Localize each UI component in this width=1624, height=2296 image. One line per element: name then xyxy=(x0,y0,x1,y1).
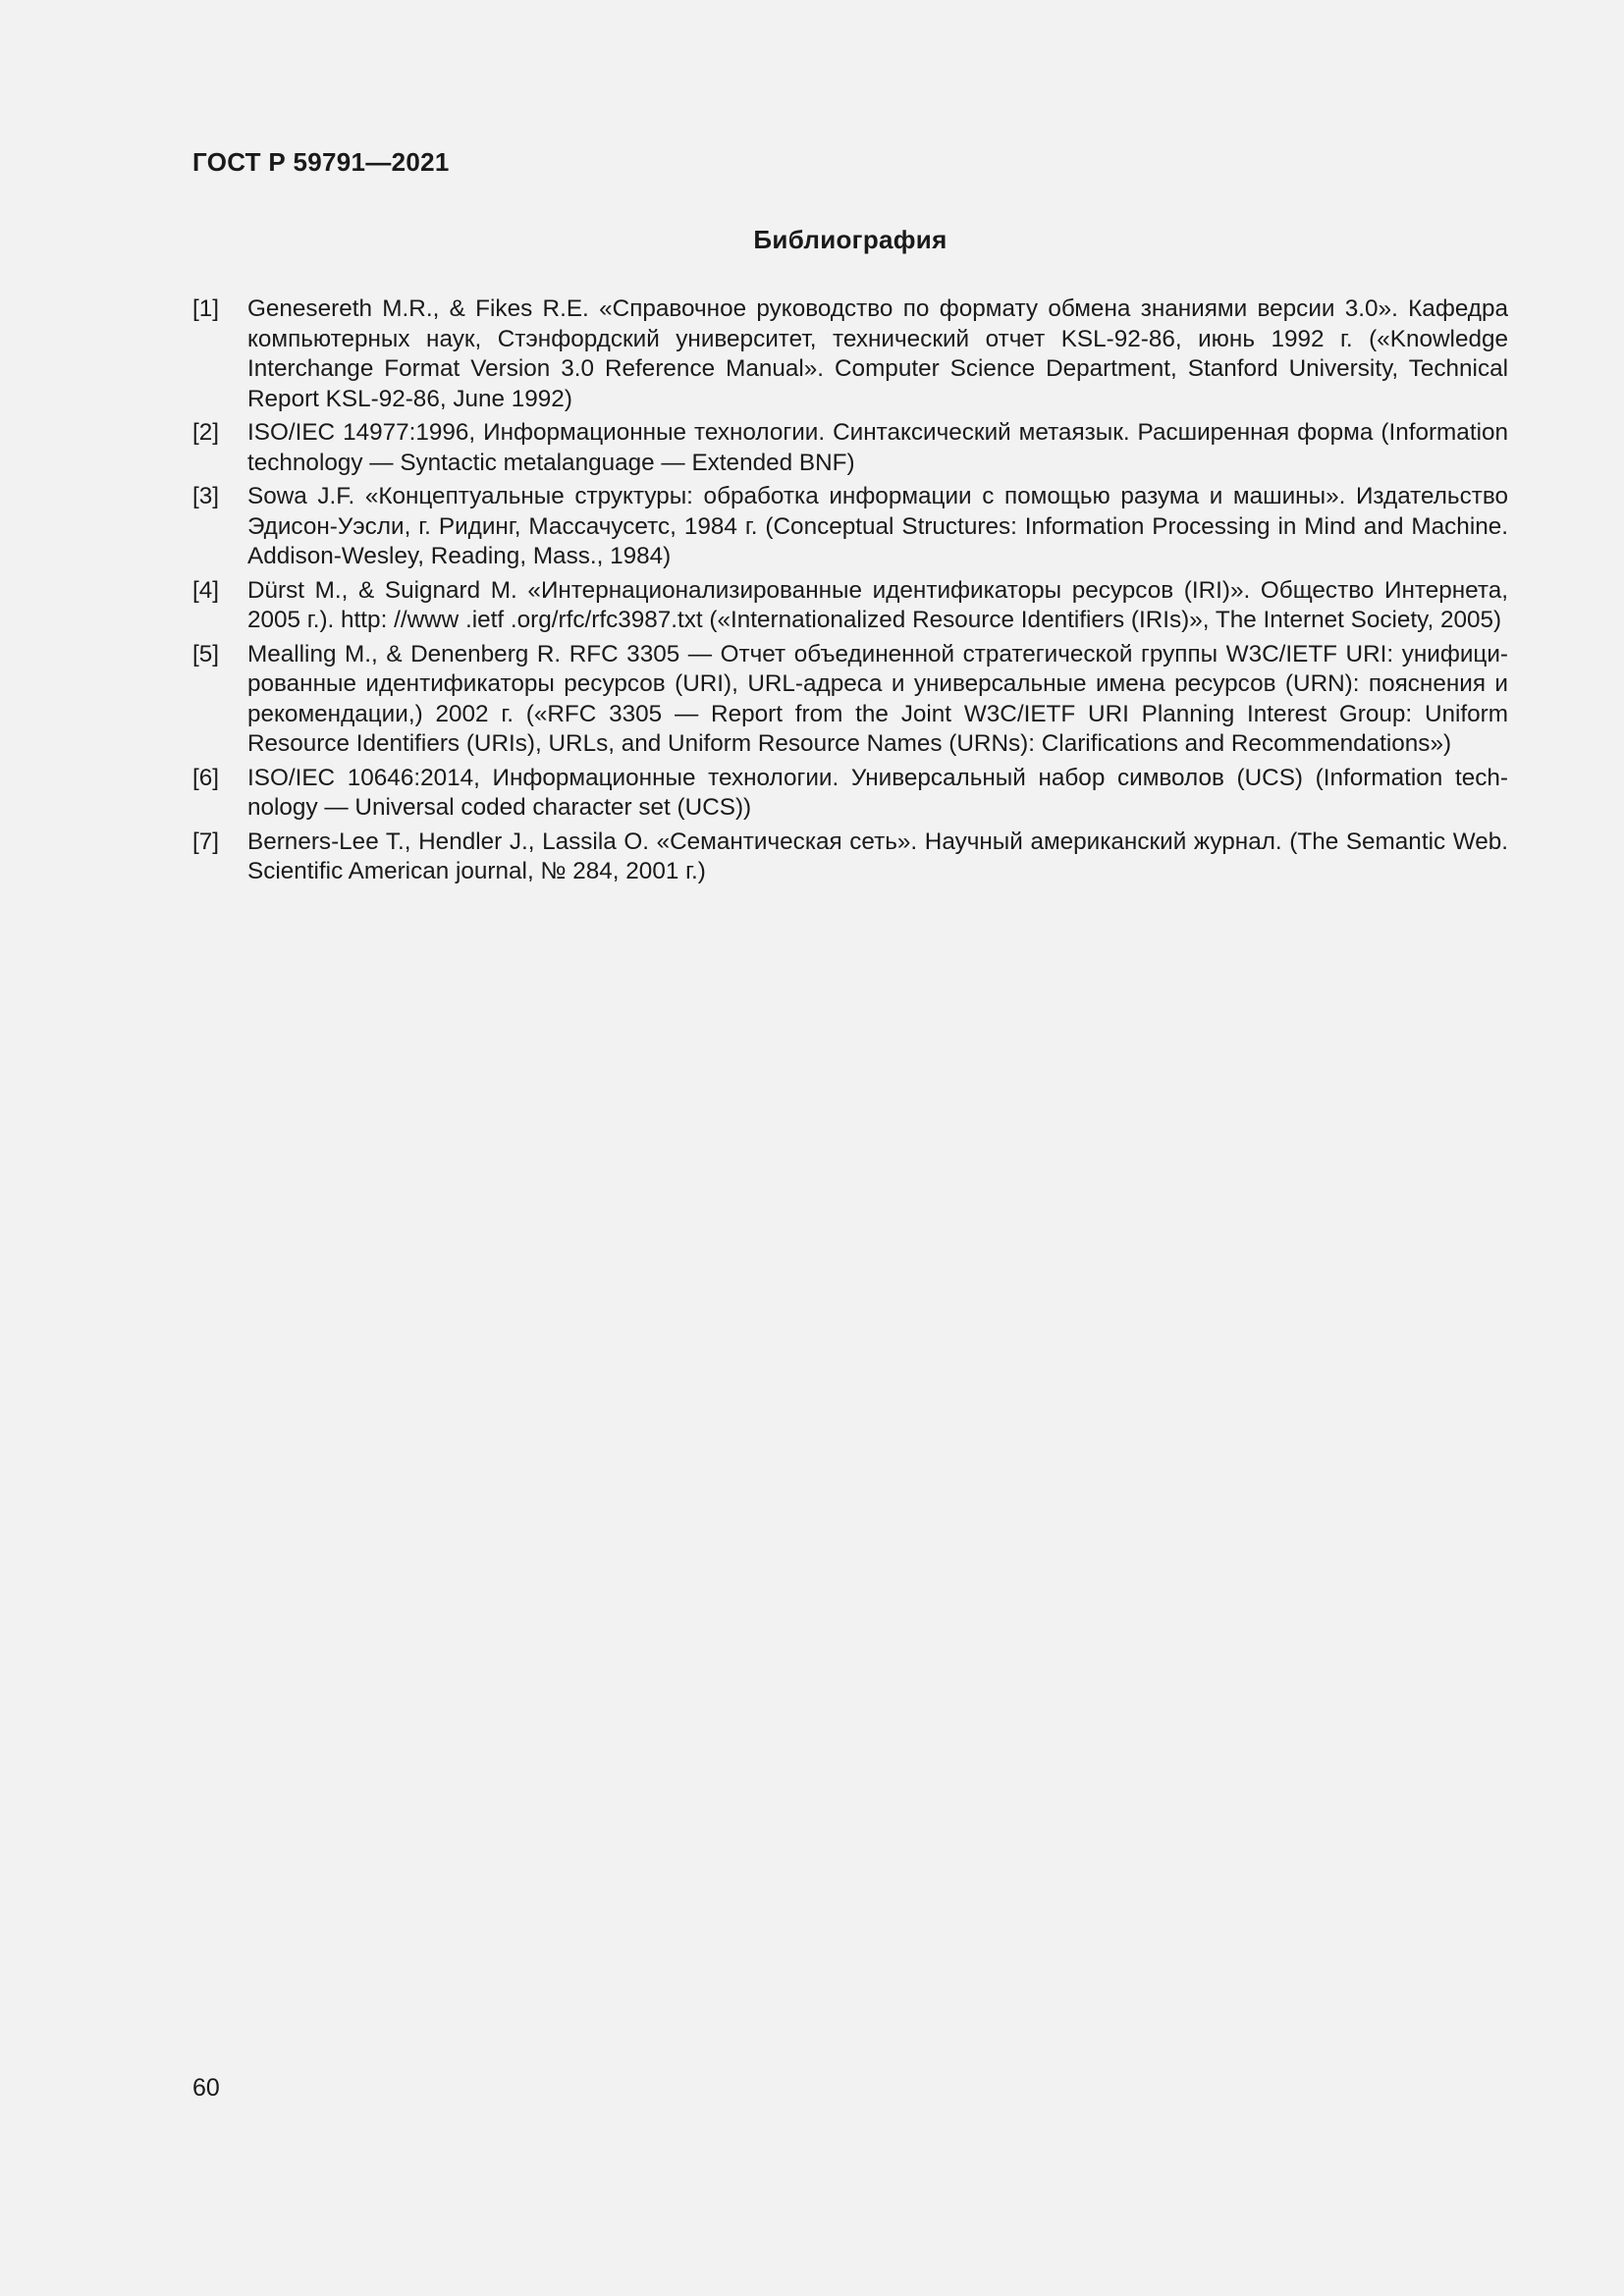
entry-text: ISO/IEC 10646:2014, Информационные технологии. Универсальный набор символов (UCS) (Information technology — Universal coded character set (UCS)) xyxy=(247,764,1508,821)
bibliography-entry xyxy=(192,576,1508,636)
entry-text: Mealling M., & Denenberg R. RFC 3305 — Отчет объединенной стратегической группы W3C/IETF URI: унифицированные идентификаторы ресурсов (URI), URL-адреса и универсальные имена ресурсов (URN): пояснения и рекомендации,) 2002 г. («RFC 3305 — Report from the Joint W3C/IETF URI Planning Interest Group: Uniform Resource Identifiers (URIs), URLs, and Uniform Resource Names (URNs): Clarifications and Recommendations») xyxy=(247,640,1508,757)
entry-text: Berners-Lee T., Hendler J., Lassila O. «Семантическая сеть». Научный американский журнал. (The Semantic Web. Scientific American journal, № 284, 2001 г.) xyxy=(247,828,1508,884)
bibliography-entry xyxy=(192,764,1508,824)
entry-text: Dürst M., & Suignard M. «Интернационализированные идентификаторы ресурсов (IRI)». Общество Интернета, 2005 г.). http: //www .ietf .org/rfc/rfc3987.txt («Internationalized Resource Identifiers (IRIs)», The Internet Society, 2005) xyxy=(247,576,1508,633)
entry-text: ISO/IEC 14977:1996, Информационные технологии. Синтаксический метаязык. Расширенная форма (Information technology — Syntactic metalanguage — Extended BNF) xyxy=(247,419,1508,476)
entry-number: [4] xyxy=(192,576,220,604)
bibliography-title: Библиография xyxy=(753,225,947,254)
entry-number: [3] xyxy=(192,483,220,509)
bibliography-entry xyxy=(192,418,1508,478)
page-number: 60 xyxy=(192,2074,220,2102)
entry-number: [7] xyxy=(192,828,220,855)
bibliography-entry xyxy=(192,640,1508,760)
bibliography-entry xyxy=(192,294,1508,414)
entry-text: Sowa J.F. «Концептуальные структуры: обработка информации с помощью разума и машины». Издательство Эдисон-Уэсли, г. Ридинг, Массачусетс, 1984 г. (Conceptual Structures: Information Processing in Mind and Machine. Addison-Wesley, Reading, Mass., 1984) xyxy=(247,483,1508,569)
bibliography-entry xyxy=(192,828,1508,887)
standard-id-header: ГОСТ Р 59791—2021 xyxy=(192,147,450,177)
entry-number: [5] xyxy=(192,640,220,667)
entry-number: [1] xyxy=(192,295,220,322)
bibliography-entry xyxy=(192,482,1508,572)
bibliography-list xyxy=(192,294,1508,891)
entry-number: [2] xyxy=(192,419,220,446)
entry-text: Genesereth M.R., & Fikes R.E. «Справочное руководство по формату обмена знаниями версии 3.0». Кафедра компьютерных наук, Стэнфордский университет, технический отчет KSL-92-86, июнь 1992 г. («Knowledge Interchange Format Version 3.0 Reference Manual». Computer Science Department, Stanford University, Technical Report KSL-92-86, June 1992) xyxy=(247,295,1508,412)
entry-number: [6] xyxy=(192,764,220,791)
